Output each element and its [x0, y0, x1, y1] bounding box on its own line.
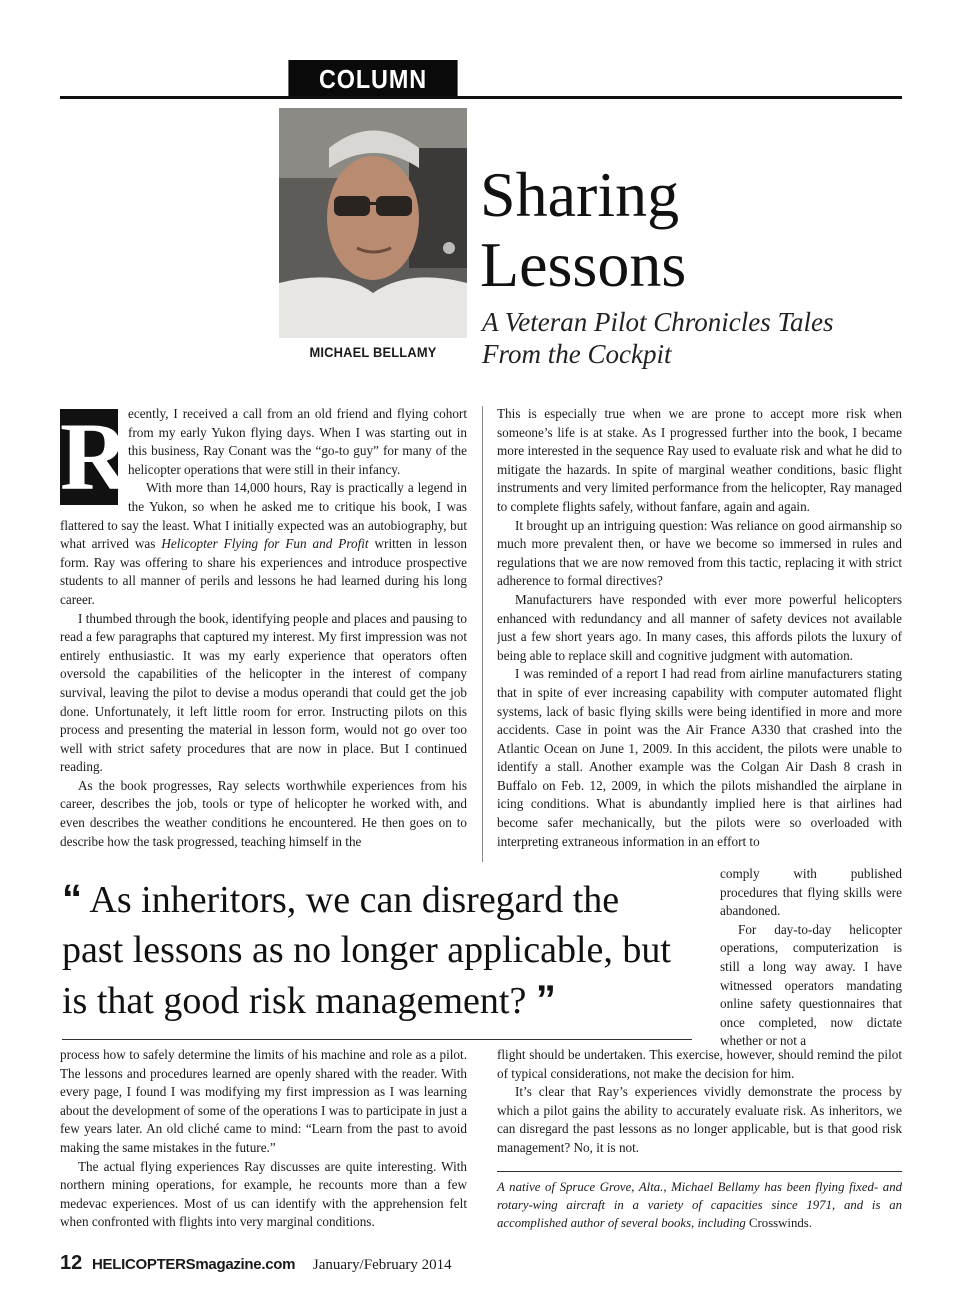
author-bio: A native of Spruce Grove, Alta., Michael Bellamy has been flying fixed- and rotary-wing aircraft in a variety of capacities since 1971, and is an accomplished author of several books, including Crosswinds. [497, 1180, 902, 1230]
paragraph: I thumbed through the book, identifying people and places and pausing to read a few paragraphs that captured my interest. My first impression was not entirely enthusiastic. It was my early experience that operators often oversold the capabilities of the helicopter in the interest of company survival, leaving the pilot to devise a modus operandi that could get the job done. Unfortunately, it left little room for error. Instructing pilots on this process and presenting the material in lesson form, would not go over too well with strict safety procedures that are now in place. But I continued reading. [60, 610, 467, 775]
bio-book-title: Crosswinds. [749, 1216, 812, 1230]
pull-quote-text: As inheritors, we can disregard the past lessons as no longer applicable, but is that good risk management? [62, 879, 671, 1022]
paragraph: Manufacturers have responded with ever more powerful helicopters enhanced with redundancy and all manner of safety devices not available just a few short years ago. In many cases, this affords pilots the luxury of being able to replace skill and cognitive judgment with automation. [497, 591, 902, 663]
bio-rule [497, 1171, 902, 1172]
right-column-top [497, 405, 902, 865]
paragraph: I was reminded of a report I had read from airline manufacturers stating that in spite of ever increasing capability with computer automated flight systems, lack of basic flying skills were being identified in more and more accidents. Case in point was the Air France A330 that crashed into the Atlantic Ocean on June 1, 2009. In this accident, the pilots were unable to identify a stall. Another example was the Colgan Air Dash 8 crash in Buffalo on Feb. 12, 2009, in which the pilots mishandled the airplane in icing conditions. What is abundantly implied here is that airlines had become safer mechanically, but the pilots were so overloaded with interpreting extraneous information in an effort to [497, 666, 902, 849]
headline-line-1: Sharing [480, 159, 680, 230]
paragraph: ecently, I received a call from an old friend and flying cohort from my early Yukon flying days. When I was starting out in this business, Ray Conant was the “go-to guy” for many of the helicopter operations that were still in their infancy. [128, 406, 467, 477]
section-tag: COLUMN [288, 60, 457, 98]
open-quote-mark: “ [62, 877, 82, 921]
paragraph: With more than 14,000 hours, Ray is practically a legend in the Yukon, so when he asked me to critique his book, I was flattered to say the least. What I initially expected was an autobiography, but what arrived was Helicopter Flying for Fun and Profit written in lesson form. Ray was offering to share his experiences and introduce prospective students to all manner of perils and lessons he had learned during his long career. [60, 480, 467, 607]
pull-quote-rule [62, 1039, 692, 1040]
author-name: MICHAEL BELLAMY [309, 344, 437, 360]
paragraph: It brought up an intriguing question: Was reliance on good airmanship so much more prevalent then, or have we become so immersed in rules and regulations that we are now removed from this tactic, replacing it with strict adherence to formal directives? [497, 517, 902, 589]
headline-line-2: Lessons [480, 229, 687, 300]
top-rule [60, 96, 902, 99]
issue-date: January/February 2014 [312, 1257, 452, 1273]
right-column-wrap [720, 865, 902, 1051]
headline [480, 160, 686, 300]
author-photo [279, 108, 467, 338]
deck-line-1: A Veteran Pilot Chronicles Tales [482, 307, 834, 337]
drop-cap: R [60, 405, 130, 510]
left-column-bottom [60, 1046, 467, 1232]
paragraph: flight should be undertaken. This exercise, however, should remind the pilot of typical considerations, not make the decision for him. [497, 1047, 902, 1081]
close-quote-mark: ” [535, 978, 556, 1022]
website-link[interactable]: HELICOPTERSmagazine.com [92, 1256, 296, 1273]
paragraph: This is especially true when we are prone to accept more risk when someone’s life is at stake. As I progressed further into the book, I became more interested in the sequence Ray used to evaluate risk and what he did to mitigate the hazards. In spite of marginal weather conditions, basic flight instruments and very limited performance from the helicopter, Ray managed to complete flights safely, without fanfare, again and again. [497, 406, 902, 514]
paragraph: The actual flying experiences Ray discusses are quite interesting. With northern mining operations, for example, he recounts more than a few medevac experiences. Most of us can identify with the apprehension felt when confronted with flights into very marginal conditions. [60, 1158, 467, 1230]
paragraph: For day-to-day helicopter operations, computerization is still a long way away. I have witnessed operators mandating online safety questionnaires that once completed, now dictate whether or not a [720, 921, 902, 1049]
paragraph: comply with published procedures that flying skills were abandoned. [720, 866, 902, 919]
page-number: 12 [60, 1252, 83, 1274]
deck [482, 306, 834, 370]
pull-quote [62, 874, 682, 1026]
paragraph: It’s clear that Ray’s experiences vividly demonstrate the process by which a pilot gains the ability to accurately evaluate risk. As inheritors, we can disregard the past lessons as no longer applicable, but is that good risk management? No, it is not. [497, 1084, 902, 1155]
page-footer [60, 1252, 452, 1275]
left-column-top [60, 405, 467, 865]
right-column-bottom [497, 1046, 902, 1158]
deck-line-2: From the Cockpit [482, 339, 672, 369]
paragraph: As the book progresses, Ray selects worthwhile experiences from his career, describes the job, tools or type of helicopter he worked with, and even describes the weather conditions he encountered. He then goes on to describe how the task progressed, teaching himself in the [60, 777, 467, 849]
paragraph: process how to safely determine the limits of his machine and role as a pilot. The lessons and procedures learned are openly shared with the reader. With every page, I found I was modifying my first impression as I was learning about the development of some of the operations I was to participate in just a few years later. An old cliché came to mind: “Learn from the past to avoid making the same mistakes in the future.” [60, 1047, 467, 1155]
column-divider [482, 406, 483, 862]
book-title: Helicopter Flying for Fun and Profit [161, 536, 369, 552]
